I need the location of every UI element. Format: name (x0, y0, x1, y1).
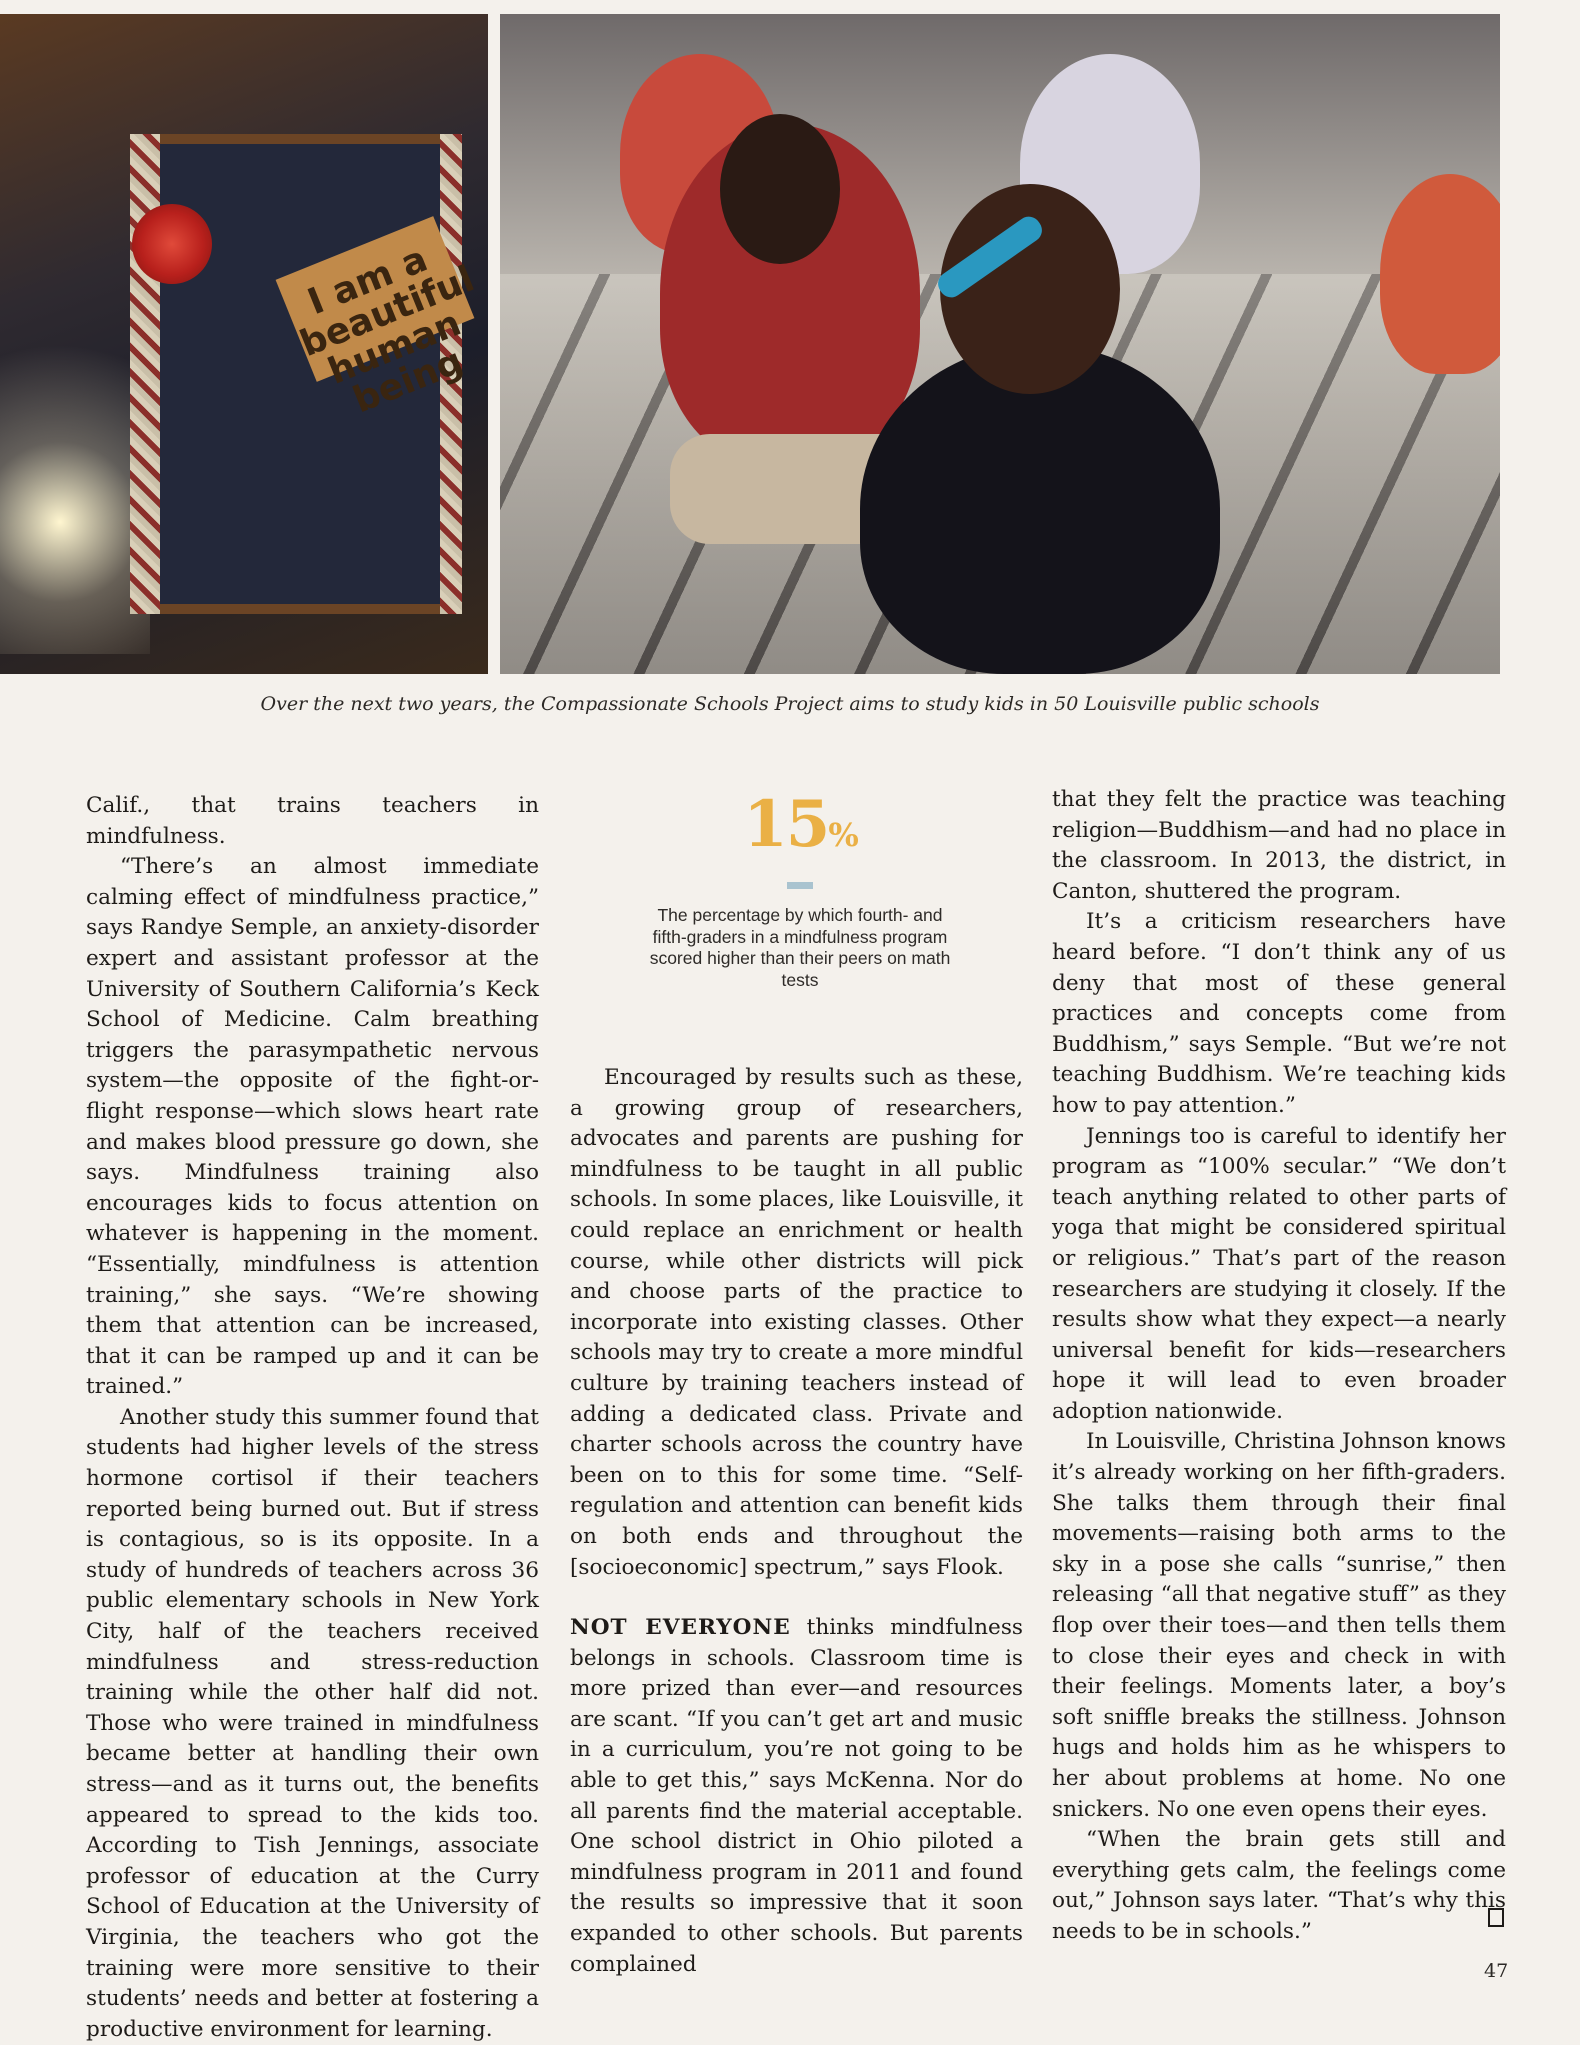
photo-students-meditating (500, 14, 1500, 674)
paragraph: “There’s an almost immediate calming effect of mindfulness practice,” says Randye Semple, an anxiety-disorder expert and assistant professor at the University of Southern California’s Keck School of Medicine. Calm breathing triggers the parasympathetic nervous system—the opposite of the fight-or-flight response—which slows heart rate and makes blood pressure go down, she says. Mindfulness training also encourages kids to focus attention on whatever is happening in the moment. “Essentially, mindfulness is attention training,” she says. “We’re showing them that attention can be increased, that it can be ramped up and it can be trained.” (86, 854, 539, 1400)
paragraph: Jennings too is careful to identify her program as “100% secular.” “We don’t teach anything related to other parts of yoga that might be considered spiritual or religious.” That’s part of the reason researchers are studying it closely. If the results show what they expect—a nearly universal benefit for kids—researchers hope it will lead to even broader adoption nationwide. (1052, 1123, 1506, 1424)
paragraph: Encouraged by results such as these, a growing group of researchers, advocates and parents are pushing for mindfulness to be taught in all public schools. In some places, like Louisville, it could replace an enrichment or health course, while other districts will pick and choose parts of the practice to incorporate into existing classes. Other schools may try to create a more mindful culture by training teachers instead of adding a dedicated class. Private and charter schools across the country have been on to this for some time. “Self-regulation and attention can benefit kids on both ends and throughout the [socioeconomic] spectrum,” says Flook. (570, 1065, 1023, 1580)
paragraph-text: thinks mindfulness belongs in schools. Classroom time is more prized than ever—and resources are scant. “If you can’t get art and music in a curriculum, you’re not going to be able to get this,” says McKenna. Nor do all parents find the material acceptable. One school district in Ohio piloted a mindfulness program in 2011 and found the results so impressive that it soon expanded to other schools. But parents complained (570, 1615, 1023, 1977)
paragraph: Another study this summer found that students had higher levels of the stress hormone cortisol if their teachers reported being burned out. But if stress is contagious, so is its opposite. In a study of hundreds of teachers across 36 public elementary schools in New York City, half of the teachers received mindfulness and stress-reduction training while the other half did not. Those who were trained in mindfulness became better at handling their own stress—and as it turns out, the benefits appeared to spread to the kids too. According to Tish Jennings, associate professor of education at the Curry School of Education at the University of Virginia, the teachers who got the training were more sensitive to their students’ needs and better at fostering a productive environment for learning. (86, 1404, 539, 2042)
student-right-edge (1380, 174, 1500, 374)
photo-classroom-wall (0, 14, 488, 674)
paragraph: It’s a criticism researchers have heard before. “I don’t think any of us deny that most of these general practices and concepts come from Buddhism,” says Semple. “But we’re not teaching Buddhism. We’re teaching kids how to pay attention.” (1052, 909, 1506, 1118)
student-middle-head (720, 114, 840, 264)
paragraph: In Louisville, Christina Johnson knows it’s already working on her fifth-graders. She talks them through their final movements—raising both arms to the sky in a pose she calls “sunrise,” then releasing “all that negative stuff” as they flop over their toes—and then tells them to close their eyes and check in with their feelings. Moments later, a boy’s soft sniffle breaks the stillness. Johnson hugs and holds him as he whispers to her about problems at home. No one snickers. No one even opens their eyes. (1052, 1429, 1506, 1822)
page-number: 47 (1484, 1960, 1509, 1982)
beautiful-sign: I am a beautiful human being (276, 216, 475, 382)
paragraph-section-start (570, 1613, 1023, 1980)
stat-description: The percentage by which fourth- and fifth-graders in a mindfulness program scored higher than their peers on math tests (649, 905, 951, 990)
board-border-left (130, 134, 160, 614)
photo-caption: Over the next two years, the Compassionate Schools Project aims to study kids in 50 Louisville public schools (260, 693, 1320, 715)
article-column-3 (1052, 785, 1506, 1948)
article-column-2 (570, 1063, 1023, 1980)
paragraph: that they felt the practice was teaching religion—Buddhism—and had no place in the classroom. In 2013, the district, in Canton, shuttered the program. (1052, 787, 1506, 904)
stat-callout (620, 787, 980, 991)
paper-flower (132, 204, 212, 284)
section-lead-in: NOT EVERYONE (570, 1615, 791, 1641)
stat-unit: % (828, 816, 857, 854)
paragraph: “When the brain gets still and everything gets calm, the feelings come out,” Johnson says later. “That’s why this needs to be in schools.” (1052, 1827, 1506, 1944)
article-column-1 (86, 791, 539, 2045)
student-front (860, 344, 1220, 674)
stat-number (620, 787, 980, 870)
stat-divider (787, 882, 813, 889)
end-mark-icon (1488, 1908, 1504, 1927)
stat-value: 15 (743, 787, 829, 862)
paragraph: Calif., that trains teachers in mindfulness. (86, 793, 539, 849)
string-lights (0, 214, 150, 654)
